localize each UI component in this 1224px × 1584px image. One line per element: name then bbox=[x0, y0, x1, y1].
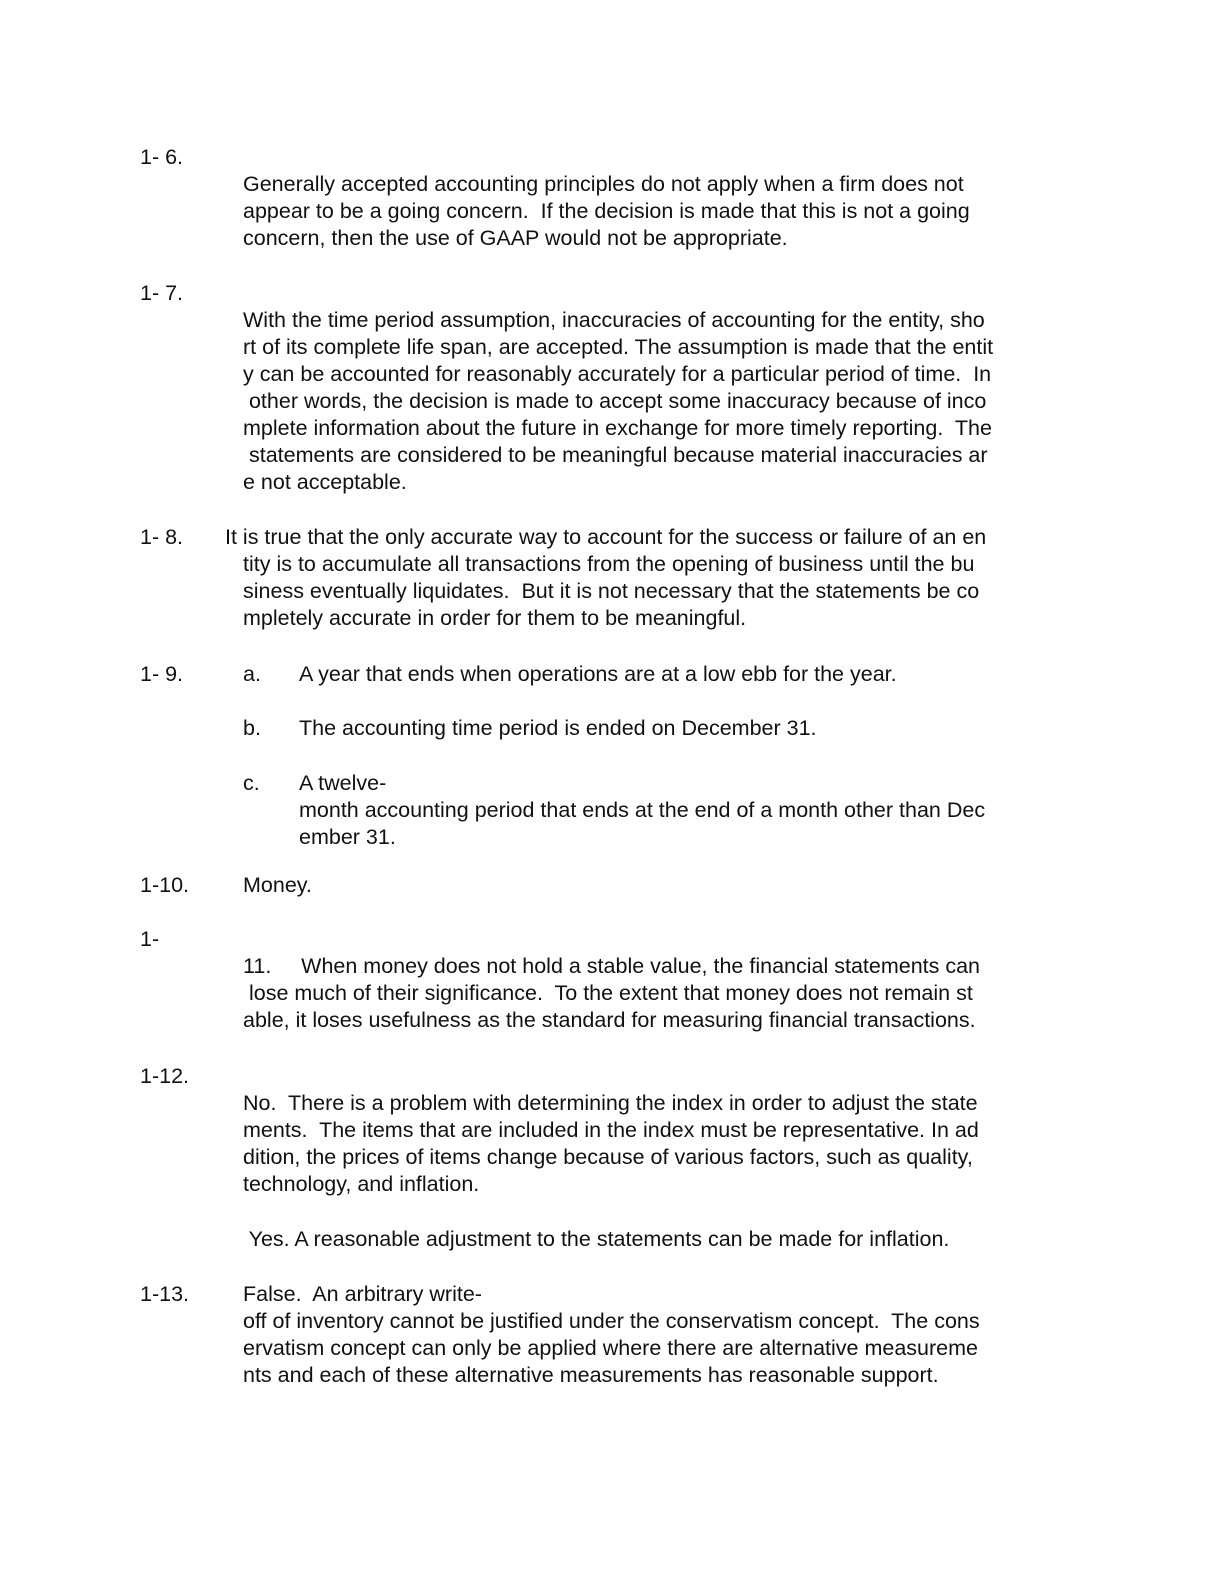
answer-line: ember 31. bbox=[299, 825, 396, 849]
item-number: 1- 7. bbox=[140, 281, 184, 305]
item-number: 1- bbox=[140, 927, 160, 951]
answer-line: mpletely accurate in order for them to be meaningful. bbox=[243, 606, 747, 630]
answer-line: other words, the decision is made to accept some inaccuracy because of inco bbox=[243, 389, 987, 413]
answer-line: off of inventory cannot be justified under the conservatism concept. The cons bbox=[243, 1309, 980, 1333]
answer-line: concern, then the use of GAAP would not be appropriate. bbox=[243, 226, 788, 250]
answer-line: Generally accepted accounting principles do not apply when a firm does not bbox=[243, 172, 964, 196]
answer-line: False. An arbitrary write- bbox=[243, 1282, 482, 1306]
answer-line: siness eventually liquidates. But it is not necessary that the statements be co bbox=[243, 579, 980, 603]
item-number: 1- 6. bbox=[140, 145, 184, 169]
answer-line: y can be accounted for reasonably accurately for a particular period of time. In bbox=[243, 362, 992, 386]
answer-line: Money. bbox=[243, 873, 312, 897]
item-number: 1- 8. bbox=[140, 525, 184, 549]
subitem-letter: b. bbox=[243, 716, 261, 740]
item-number: 1-10. bbox=[140, 873, 190, 897]
answer-line: mplete information about the future in exchange for more timely reporting. The bbox=[243, 416, 992, 440]
answer-line: month accounting period that ends at the end of a month other than Dec bbox=[299, 798, 986, 822]
answer-line: lose much of their significance. To the extent that money does not remain st bbox=[243, 981, 973, 1005]
answer-line: 11. When money does not hold a stable value, the financial statements can bbox=[243, 954, 981, 978]
answer-line: No. There is a problem with determining the index in order to adjust the state bbox=[243, 1091, 978, 1115]
answer-line: A twelve- bbox=[299, 771, 387, 795]
answer-line: e not acceptable. bbox=[243, 470, 407, 494]
item-number: 1- 9. bbox=[140, 662, 184, 686]
answer-line: ervatism concept can only be applied where there are alternative measureme bbox=[243, 1336, 978, 1360]
answer-line: It is true that the only accurate way to account for the success or failure of an en bbox=[225, 525, 987, 549]
subitem-letter: c. bbox=[243, 771, 260, 795]
answer-line: The accounting time period is ended on December 31. bbox=[299, 716, 817, 740]
answer-line: Yes. A reasonable adjustment to the statements can be made for inflation. bbox=[243, 1227, 950, 1251]
answer-line: ments. The items that are included in the index must be representative. In ad bbox=[243, 1118, 979, 1142]
item-number: 1-13. bbox=[140, 1282, 190, 1306]
answer-line: dition, the prices of items change because of various factors, such as quality, bbox=[243, 1145, 973, 1169]
answer-line: With the time period assumption, inaccuracies of accounting for the entity, sho bbox=[243, 308, 985, 332]
answer-line: rt of its complete life span, are accepted. The assumption is made that the entit bbox=[243, 335, 994, 359]
subitem-letter: a. bbox=[243, 662, 261, 686]
answer-line: technology, and inflation. bbox=[243, 1172, 480, 1196]
answer-line: able, it loses usefulness as the standard for measuring financial transactions. bbox=[243, 1008, 976, 1032]
item-number: 1-12. bbox=[140, 1064, 190, 1088]
answer-line: appear to be a going concern. If the decision is made that this is not a going bbox=[243, 199, 970, 223]
answer-line: nts and each of these alternative measurements has reasonable support. bbox=[243, 1363, 939, 1387]
answer-line: statements are considered to be meaningful because material inaccuracies ar bbox=[243, 443, 988, 467]
answer-line: tity is to accumulate all transactions from the opening of business until the bu bbox=[243, 552, 975, 576]
answer-line: A year that ends when operations are at a low ebb for the year. bbox=[299, 662, 897, 686]
